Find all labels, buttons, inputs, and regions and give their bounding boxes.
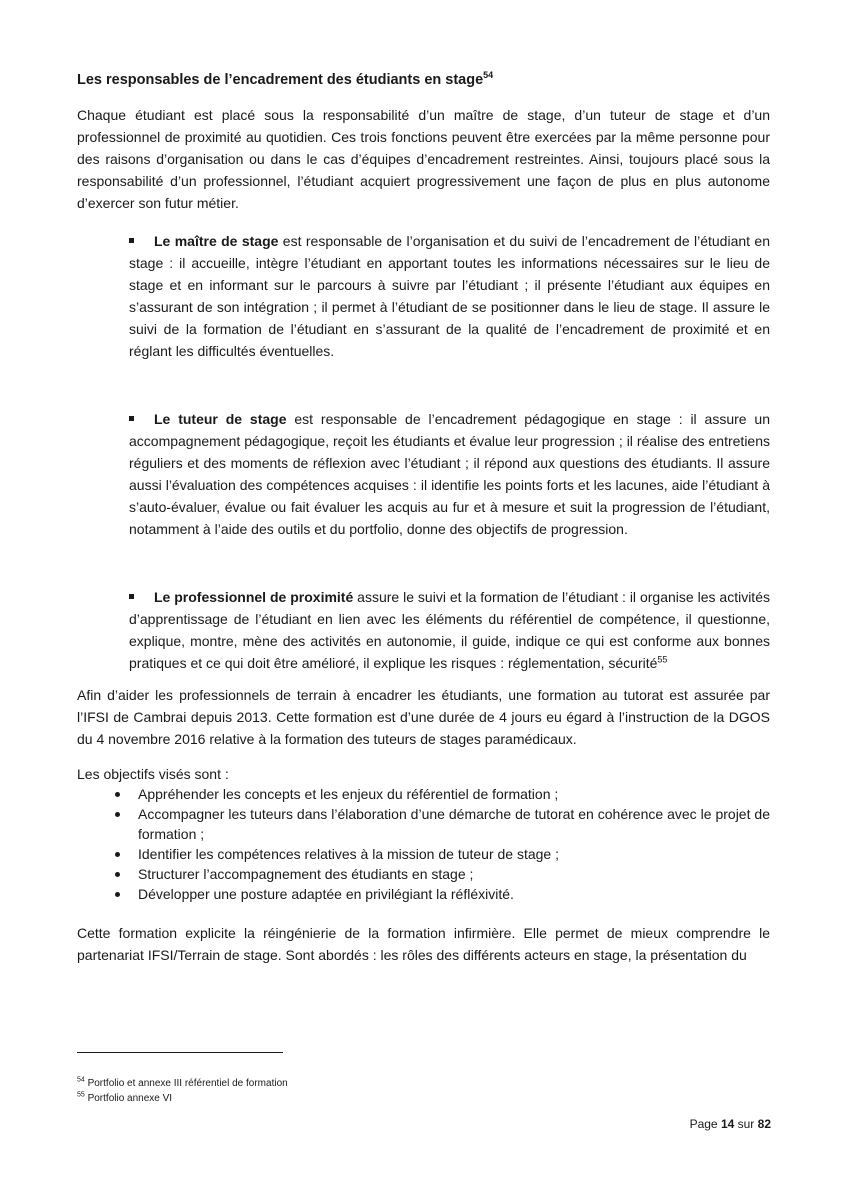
role-tuteur-de-stage [129,408,770,540]
closing-paragraph: Cette formation explicite la réingénierie de la formation infirmière. Elle permet de mieux comprendre le partenariat IFSI/Terrain de stage. Sont abordés : les rôles des différents acteurs en stage, la présentation du [77,925,770,963]
bullet-icon [115,812,120,817]
bullet-icon [115,872,120,877]
role-title: Le professionnel de proximité [154,589,354,605]
square-bullet-icon [129,238,134,243]
role-text: assure le suivi et la formation de l’étudiant : il organise les activités d’apprentissage de l’étudiant en lien avec les éléments du référentiel de compétence, il questionne, explique, montre, mène des activités en autonomie, il guide, indique ce qui est conforme aux bonnes pratiques et ce qui doit être amélioré, il explique les risques : réglementation, sécurité [129,589,770,671]
role-text: est responsable de l’encadrement pédagogique en stage : il assure un accompagnement pédagogique, reçoit les étudiants et évalue leur progression ; il réalise des entretiens réguliers et des moments de réflexion avec l’étudiant ; il répond aux questions des étudiants. Il assure aussi l’évaluation des compétences acquises : il identifie les points forts et les lacunes, aide l’étudiant à s’auto-évaluer, évalue ou fait évaluer les acquis au fur et à mesure et suit la progression de l’étudiant, notamment à l’aide des outils et du portfolio, donne des objectifs de progression. [129,411,770,537]
square-bullet-icon [129,416,134,421]
footnote-text: Portfolio annexe VI [84,1093,173,1104]
heading-text: Les responsables de l’encadrement des étudiants en stage [77,72,484,88]
tutorat-paragraph: Afin d’aider les professionnels de terrain à encadrer les étudiants, une formation au tutorat est assurée par l’IFSI de Cambrai depuis 2013. Cette formation est d’une durée de 4 jours eu égard à l’instruction de la DGOS du 4 novembre 2016 relative à la formation des tuteurs de stages paramédicaux. [77,687,770,747]
total-pages: 82 [757,1117,771,1131]
list-item: Accompagner les tuteurs dans l’élaboration d’une démarche de tutorat en cohérence avec le projet de formation ; [77,804,770,844]
page-number: Page 14 sur 82 [689,1117,771,1131]
list-item: Structurer l’accompagnement des étudiants en stage ; [77,864,770,884]
role-text: est responsable de l’organisation et du suivi de l’encadrement de l’étudiant en stage : il accueille, intègre l’étudiant en apportant toutes les informations nécessaires sur le lieu de stage et en informant sur le parcours à suivre par l’étudiant ; il présente l’étudiant aux équipes en s’assurant de son intégration ; il permet à l’étudiant de se positionner dans le lieu de stage. Il assure le suivi de la formation de l’étudiant en s’assurant de la qualité de l’encadrement de proximité et en réglant les difficultés éventuelles. [129,233,770,359]
role-title: Le tuteur de stage [154,411,287,427]
footnote-text: Portfolio et annexe III référentiel de formation [84,1078,288,1089]
section-heading [77,70,770,90]
footnote-number: 54 [77,1076,85,1084]
list-item: Développer une posture adaptée en privilégiant la réfléxivité. [77,884,770,904]
bullet-icon [115,892,120,897]
objectives-intro: Les objectifs visés sont : [77,766,229,782]
document-page [77,70,770,966]
bullet-icon [115,792,120,797]
bullet-icon [115,852,120,857]
footnote-55 [77,1091,288,1106]
current-page: 14 [720,1117,735,1131]
footnote-divider [77,1052,283,1053]
footnote-ref-55: 55 [657,654,668,665]
square-bullet-icon [129,594,134,599]
role-professionnel-de-proximite [129,586,770,674]
footnote-54 [77,1076,288,1091]
role-title: Le maître de stage [154,233,279,249]
list-item: Appréhender les concepts et les enjeux du référentiel de formation ; [77,784,770,804]
list-item: Identifier les compétences relatives à la mission de tuteur de stage ; [77,844,770,864]
intro-paragraph: Chaque étudiant est placé sous la responsabilité d’un maître de stage, d’un tuteur de stage et d’un professionnel de proximité au quotidien. Ces trois fonctions peuvent être exercées par la même personne pour des raisons d’organisation ou dans le cas d’équipes d’encadrement restreintes. Ainsi, toujours placé sous la responsabilité d’un professionnel, l’étudiant acquiert progressivement une façon de plus en plus autonome d’exercer son futur métier. [77,107,770,211]
footnote-ref-54: 54 [483,70,494,81]
objectives-list [77,784,770,904]
footnote-number: 55 [77,1091,85,1099]
role-maitre-de-stage [129,230,770,362]
footnotes [77,1076,288,1106]
